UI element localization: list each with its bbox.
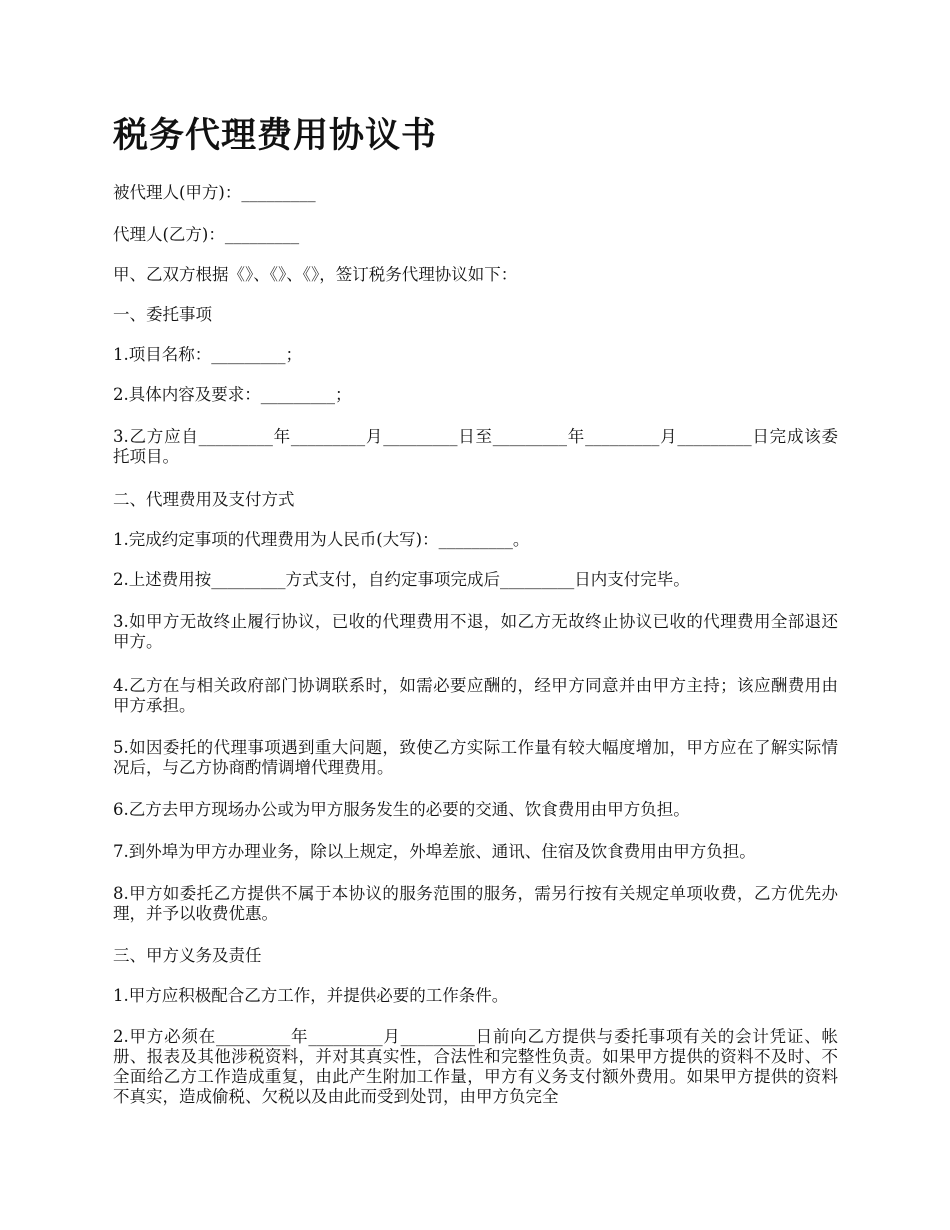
clause-2-1: 1.完成约定事项的代理费用为人民币(大写)：_________。 [113,530,530,549]
party-b-line: 代理人(乙方)：_________ [113,225,300,244]
clause-3-1: 1.甲方应积极配合乙方工作，并提供必要的工作条件。 [113,986,509,1005]
clause-2-8: 8.甲方如委托乙方提供不属于本协议的服务范围的服务，需另行按有关规定单项收费，乙方优先办理，并予以收费优惠。 [113,884,838,923]
preamble-paragraph: 甲、乙双方根据《》、《》、《》，签订税务代理协议如下： [113,265,518,284]
section-heading-3: 三、甲方义务及责任 [113,946,262,965]
section-heading-2: 二、代理费用及支付方式 [113,490,295,509]
clause-2-6: 6.乙方去甲方现场办公或为甲方服务发生的必要的交通、饮食费用由甲方负担。 [113,800,690,819]
party-a-line: 被代理人(甲方)：_________ [113,183,316,202]
section-heading-1: 一、委托事项 [113,305,212,324]
clause-3-2: 2.甲方必须在_________年_________月_________日前向乙方提供与委托事项有关的会计凭证、帐册、报表及其他涉税资料，并对其真实性，合法性和完整性负责。如果甲方提供的资料不及时、不全面给乙方工作造成重复，由此产生附加工作量，甲方有义务支付额外费用。如果甲方提供的资料不真实，造成偷税、欠税以及由此而受到处罚，由甲方负完全 [113,1027,838,1106]
clause-1-2: 2.具体内容及要求：_________； [113,385,352,404]
clause-2-4: 4.乙方在与相关政府部门协调联系时，如需必要应酬的，经甲方同意并由甲方主持；该应酬费用由甲方承担。 [113,676,838,715]
document-title: 税务代理费用协议书 [113,115,438,156]
clause-2-7: 7.到外埠为甲方办理业务，除以上规定，外埠差旅、通讯、住宿及饮食费用由甲方负担。 [113,842,756,861]
clause-2-2: 2.上述费用按_________方式支付，自约定事项完成后_________日内支付完毕。 [113,570,690,589]
clause-1-3: 3.乙方应自_________年_________月_________日至_________年_________月_________日完成该委托项目。 [113,427,838,466]
clause-2-5: 5.如因委托的代理事项遇到重大问题，致使乙方实际工作量有较大幅度增加，甲方应在了解实际情况后，与乙方协商酌情调增代理费用。 [113,738,838,777]
clause-2-3: 3.如甲方无故终止履行协议，已收的代理费用不退，如乙方无故终止协议已收的代理费用全部退还甲方。 [113,612,838,651]
clause-1-1: 1.项目名称：_________； [113,345,302,364]
